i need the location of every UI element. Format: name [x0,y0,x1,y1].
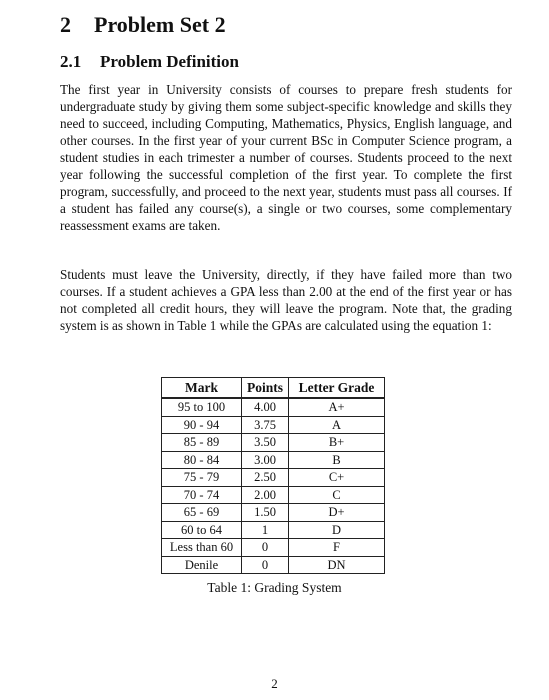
cell-mark: 70 - 74 [162,486,242,504]
cell-points: 2.00 [242,486,289,504]
paragraph-first-year: The first year in University consists of courses to prepare fresh students for undergraduate study by giving them some subject-specific knowledge and skills they need to succeed, including Computing, Mathematics, Physics, English language, and other courses. In the first year of your current BSc in Computer Science program, a student studies in each trimester a number of courses. Students proceed to the next year following the successful completion of the first year. To complete the first program, successfully, and proceed to the next year, students must pass all courses. If a student has failed any course(s), a single or two courses, some complementary reassessment exams are taken. [60,82,512,233]
cell-letter: B [289,451,385,469]
subsection-title: Problem Definition [100,52,239,71]
header-points: Points [242,378,289,399]
cell-points: 3.75 [242,416,289,434]
cell-points: 3.50 [242,434,289,452]
cell-letter: B+ [289,434,385,452]
cell-points: 2.50 [242,469,289,487]
subsection-heading [60,52,239,72]
table-row [162,504,385,522]
cell-mark: 60 to 64 [162,521,242,539]
table-row [162,398,385,416]
cell-letter: A [289,416,385,434]
table-row [162,416,385,434]
cell-points: 4.00 [242,398,289,416]
cell-mark: 85 - 89 [162,434,242,452]
paragraph-leaving-rules: Students must leave the University, directly, if they have failed more than two courses. If a student achieves a GPA less than 2.00 at the end of the first year or has not completed all credit hours, they will leave the program. Note that, the grading system is as shown in Table 1 while the GPAs are calculated using the equation 1: [60,267,512,333]
cell-mark: Denile [162,556,242,574]
cell-letter: D [289,521,385,539]
cell-mark: Less than 60 [162,539,242,557]
cell-mark: 65 - 69 [162,504,242,522]
cell-mark: 90 - 94 [162,416,242,434]
cell-points: 1.50 [242,504,289,522]
page-number: 2 [271,676,278,691]
cell-points: 3.00 [242,451,289,469]
cell-letter: A+ [289,398,385,416]
table-header-row [162,378,385,399]
table-row [162,486,385,504]
cell-mark: 80 - 84 [162,451,242,469]
cell-points: 1 [242,521,289,539]
section-title: Problem Set 2 [94,12,226,37]
section-heading [60,12,226,38]
table-row [162,469,385,487]
cell-mark: 95 to 100 [162,398,242,416]
section-number: 2 [60,12,71,37]
table-row [162,521,385,539]
cell-points: 0 [242,556,289,574]
table-row [162,539,385,557]
header-letter-grade: Letter Grade [289,378,385,399]
cell-points: 0 [242,539,289,557]
table-row [162,434,385,452]
cell-letter: F [289,539,385,557]
subsection-number: 2.1 [60,52,82,71]
cell-mark: 75 - 79 [162,469,242,487]
cell-letter: C [289,486,385,504]
grading-table [161,377,385,574]
table-caption: Table 1: Grading System [207,580,342,595]
cell-letter: C+ [289,469,385,487]
table-row [162,556,385,574]
cell-letter: D+ [289,504,385,522]
header-mark: Mark [162,378,242,399]
table-row [162,451,385,469]
cell-letter: DN [289,556,385,574]
